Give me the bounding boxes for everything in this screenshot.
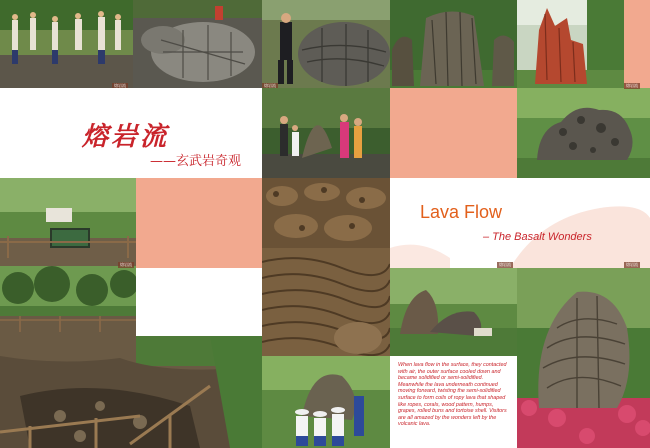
- photo-tortoise-shell-standing-rock: [517, 268, 650, 448]
- caption-mid-right-1: 熔岩流: [499, 262, 511, 267]
- photo-lava-field-trees: [0, 266, 136, 336]
- caption-top-right: 熔岩流: [626, 83, 638, 88]
- peach-block-right: [390, 88, 517, 178]
- caption-mid-left: 熔岩流: [120, 262, 132, 267]
- photo-tall-lava-rock: [390, 0, 517, 88]
- photo-wood-pattern-lava: [262, 248, 390, 356]
- photo-kids-with-hats: [262, 356, 390, 448]
- photo-red-rock-formation: [517, 0, 624, 88]
- photo-tortoise-shell-rock: [133, 0, 262, 88]
- caption-mid-right-2: 熔岩流: [626, 262, 638, 267]
- photo-lava-park-sign: [0, 178, 136, 266]
- peach-block-left: [136, 178, 262, 268]
- caption-top-left: 熔岩流: [114, 83, 126, 88]
- paragraph-en: When lava flow in the surface, they contacted with air, the outer surface cooled down and became solidified or semi-solidified. Meanwhile the lava underneath continued moving forward, twisting the semi-solidified surface to form coils of ropy lava that shaped like ropes, corals, wood pattern, humps, grapes, rolled buns and tortoise shell. Visitors are all amazed by the wonders left by the volcanic lava.: [398, 362, 507, 428]
- title-block-en: [390, 178, 650, 268]
- page-subtitle-cn: ——玄武岩奇观: [150, 154, 242, 169]
- page-title-cn: 熔岩流: [82, 122, 170, 152]
- paragraph-cn: 熔岩流在地表流动时，表面与空气接触，冷却固结成半固结状态，而其下的岩浆继续流动，形成千姿百态的熔岩流构造，有的呈绳状、有的呈蛇状、有的似珊瑚、有的似木纹、似驼峰、似葡萄，似面包，令人叹为观止。: [142, 269, 258, 307]
- photo-woman-beside-lava-rock: [262, 0, 390, 88]
- photo-colorful-visitors: [262, 88, 390, 178]
- photo-coral-lava-rock: [517, 88, 650, 178]
- photo-rope-lava-closeup: [262, 178, 390, 248]
- peach-strip-top-right: [624, 0, 650, 88]
- photo-visitors-on-lava: [0, 0, 133, 88]
- photo-lava-trench-with-fence: [0, 336, 262, 448]
- page-subtitle-en: – The Basalt Wonders: [483, 231, 592, 243]
- caption-top-middle: 熔岩流: [264, 83, 276, 88]
- page-title-en: Lava Flow: [420, 202, 503, 222]
- photo-lava-rock-garden: [390, 268, 517, 356]
